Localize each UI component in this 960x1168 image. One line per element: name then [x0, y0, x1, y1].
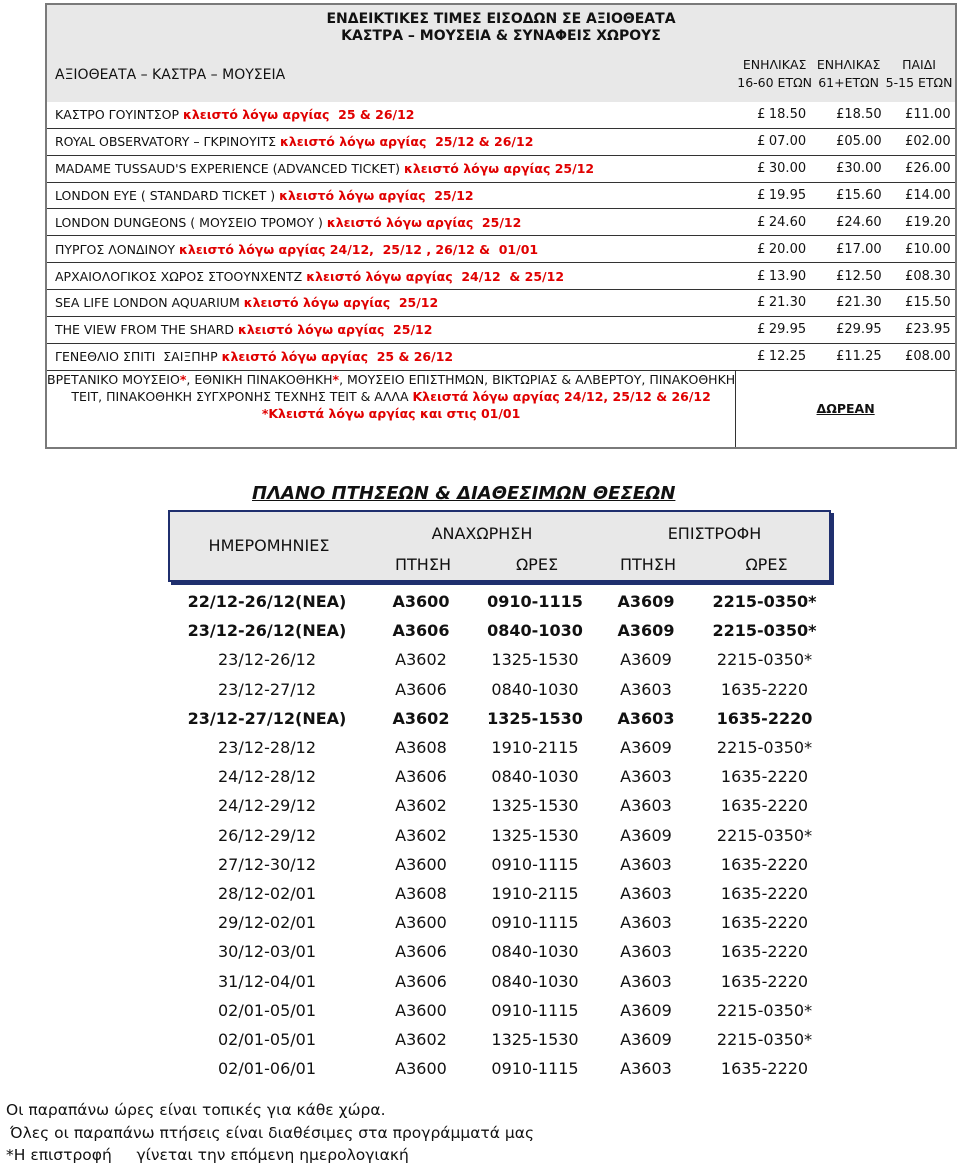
price-cell	[814, 236, 883, 263]
price-cell	[735, 236, 814, 263]
back-flight-cell: A3603	[620, 796, 672, 816]
attraction-name	[47, 290, 735, 317]
attraction-title: ΚΑΣΤΡΟ ΓΟΥΙΝΤΣΟΡ	[55, 107, 183, 123]
flight-row	[168, 908, 831, 937]
out-hours-cell: 1910-2115	[491, 883, 579, 903]
price-value: 12.50	[844, 268, 882, 284]
header-hours-back: ΩΡΕΣ	[745, 555, 788, 574]
price-row	[47, 183, 955, 210]
price-row	[47, 344, 955, 371]
back-hours-cell: 1635-2220	[720, 1059, 809, 1079]
price-cell	[814, 344, 883, 371]
price-value: 29.95	[768, 322, 807, 338]
out-flight-cell: A3600	[395, 1059, 447, 1079]
attraction-title: LONDON EYE ( STANDARD TICKET )	[55, 188, 280, 204]
flight-row	[168, 733, 831, 762]
back-flight-cell: A3603	[620, 971, 672, 991]
price-value: 19.95	[768, 188, 807, 204]
price-value: 15.60	[844, 188, 882, 204]
attraction-name	[47, 317, 735, 344]
currency-symbol: £	[757, 349, 766, 365]
price-cell	[735, 317, 814, 344]
attraction-title: MADAME TUSSAUD'S EXPERIENCE (ADVANCED TICKET)	[55, 161, 404, 177]
price-value: 08.00	[913, 349, 951, 365]
back-hours-cell: 1635-2220	[720, 796, 809, 816]
flight-row	[168, 996, 831, 1025]
closed-note: κλειστό λόγω αργίας 25/12	[237, 322, 433, 338]
flight-row	[168, 879, 831, 908]
prices-table	[47, 5, 955, 447]
header-return: ΕΠΙΣΤΡΟΦΗ	[667, 524, 762, 543]
attraction-name	[47, 102, 735, 129]
back-hours-cell: 2215-0350*	[716, 738, 813, 758]
attraction-title: SEA LIFE LONDON AQUARIUM	[55, 295, 244, 311]
col-adult-line1: ΕΝΗΛΙΚΑΣ	[742, 56, 807, 72]
price-value: 17.00	[844, 241, 882, 257]
attraction-title: ΑΡΧΑΙΟΛΟΓΙΚΟΣ ΧΩΡΟΣ ΣΤΟΟΥΝΧΕΝΤΖ	[55, 268, 307, 284]
currency-symbol: £	[905, 268, 914, 284]
price-value: 10.00	[913, 241, 951, 257]
currency-symbol: £	[905, 349, 914, 365]
out-hours-cell: 1325-1530	[491, 796, 579, 816]
closed-note: κλειστό λόγω αργίας 25/12	[403, 161, 595, 177]
flight-row	[168, 791, 831, 820]
attraction-name	[47, 183, 735, 210]
price-value: 02.00	[913, 134, 951, 150]
back-flight-cell: A3609	[620, 1000, 672, 1020]
price-cell	[735, 209, 814, 236]
out-flight-cell: A3600	[395, 1000, 447, 1020]
out-hours-cell: 1325-1530	[491, 650, 579, 670]
out-hours-cell: 0910-1115	[487, 592, 583, 612]
col-senior-line2: 61+ΕΤΩΝ	[818, 74, 880, 90]
free-museums-text	[47, 371, 735, 447]
back-hours-cell: 2215-0350*	[716, 825, 813, 845]
out-hours-cell: 0910-1115	[491, 1000, 579, 1020]
out-hours-cell: 1325-1530	[487, 708, 583, 728]
flight-row	[168, 704, 831, 733]
back-hours-cell: 1635-2220	[716, 708, 813, 728]
price-value: 13.90	[768, 268, 807, 284]
out-flight-cell: A3602	[395, 1029, 447, 1049]
out-flight-cell: A3602	[395, 650, 447, 670]
out-flight-cell: A3606	[395, 971, 447, 991]
currency-symbol: £	[905, 161, 914, 177]
currency-symbol: £	[905, 241, 914, 257]
price-cell	[814, 263, 883, 290]
back-flight-cell: A3609	[620, 1029, 672, 1049]
currency-symbol: £	[757, 241, 766, 257]
dates-cell: 02/01-06/01	[218, 1059, 316, 1079]
free-star-1: *	[179, 371, 187, 387]
currency-symbol: £	[836, 268, 845, 284]
out-flight-cell: A3608	[395, 738, 447, 758]
attraction-name	[47, 209, 735, 236]
currency-symbol: £	[905, 134, 914, 150]
attraction-title: ΓΕΝΕΘΛΙΟ ΣΠΙΤΙ ΣΑΙΞΠΗΡ	[55, 349, 222, 365]
closed-note: κλειστό λόγω αργίας 24/12 & 25/12	[306, 268, 565, 284]
price-value: 21.30	[768, 295, 807, 311]
price-cell	[883, 317, 955, 344]
price-value: 05.00	[844, 134, 882, 150]
dates-cell: 26/12-29/12	[218, 825, 316, 845]
price-cell	[735, 102, 814, 129]
out-hours-cell: 0910-1115	[491, 1059, 579, 1079]
price-value: 18.50	[768, 107, 807, 123]
currency-symbol: £	[836, 241, 845, 257]
back-hours-cell: 1635-2220	[720, 767, 809, 787]
prices-title-line1: ΕΝΔΕΙΚΤΙΚΕΣ ΤΙΜΕΣ ΕΙΣΟΔΩΝ ΣΕ ΑΞΙΟΘΕΑΤΑ	[326, 11, 676, 27]
free-text-b: , ΕΘΝΙΚΗ ΠΙΝΑΚΟΘΗΚΗ	[186, 371, 333, 387]
price-value: 07.00	[768, 134, 807, 150]
col-child-line2: 5-15 ΕΤΩΝ	[885, 74, 953, 90]
prices-title	[47, 11, 955, 45]
flight-row	[168, 821, 831, 850]
header-dates: ΗΜΕΡΟΜΗΝΙΕΣ	[208, 536, 330, 555]
price-row	[47, 209, 955, 236]
dates-cell: 23/12-26/12	[218, 650, 316, 670]
closed-note: κλειστό λόγω αργίας 25/12	[243, 295, 439, 311]
back-hours-cell: 2215-0350*	[712, 621, 817, 641]
price-cell	[883, 236, 955, 263]
closed-note: κλειστό λόγω αργίας 25/12	[326, 214, 522, 230]
currency-symbol: £	[836, 349, 845, 365]
attraction-title: ΠΥΡΓΟΣ ΛΟΝΔΙΝΟΥ	[55, 241, 180, 257]
price-cell	[735, 290, 814, 317]
price-value: 29.95	[844, 322, 882, 338]
flight-row	[168, 616, 831, 645]
dates-cell: 02/01-05/01	[218, 1029, 316, 1049]
free-text-d: ΤΕΙΤ, ΠΙΝΑΚΟΘΗΚΗ ΣΥΓΧΡΟΝΗΣ ΤΕΧΝΗΣ ΤΕΙΤ & ΑΛΛΑ	[71, 388, 413, 404]
back-flight-cell: A3609	[620, 825, 672, 845]
out-flight-cell: A3600	[395, 913, 447, 933]
price-value: 30.00	[844, 161, 882, 177]
out-flight-cell: A3606	[392, 621, 450, 641]
currency-symbol: £	[757, 295, 766, 311]
back-hours-cell: 2215-0350*	[712, 592, 817, 612]
currency-symbol: £	[905, 107, 914, 123]
flight-row	[168, 966, 831, 995]
dates-cell: 31/12-04/01	[218, 971, 316, 991]
currency-symbol: £	[905, 188, 914, 204]
price-value: 19.20	[913, 214, 951, 230]
flight-row	[168, 1025, 831, 1054]
closed-note: κλειστό λόγω αργίας 25 & 26/12	[183, 107, 415, 123]
back-flight-cell: A3603	[620, 679, 672, 699]
back-flight-cell: A3603	[620, 767, 672, 787]
currency-symbol: £	[757, 161, 766, 177]
attraction-name	[47, 344, 735, 371]
flight-row	[168, 587, 831, 616]
price-cell	[883, 290, 955, 317]
currency-symbol: £	[836, 322, 845, 338]
price-value: 30.00	[768, 161, 807, 177]
out-hours-cell: 0840-1030	[491, 971, 579, 991]
flight-row	[168, 645, 831, 674]
currency-symbol: £	[905, 322, 914, 338]
out-hours-cell: 0910-1115	[491, 854, 579, 874]
back-hours-cell: 1635-2220	[720, 883, 809, 903]
flights-table	[168, 587, 831, 1083]
currency-symbol: £	[757, 268, 766, 284]
header-flight-back: ΠΤΗΣΗ	[620, 555, 676, 574]
prices-title-line2: ΚΑΣΤΡΑ – ΜΟΥΣΕΙΑ & ΣΥΝΑΦΕΙΣ ΧΩΡΟΥΣ	[341, 28, 661, 44]
price-cell	[883, 344, 955, 371]
flight-row	[168, 675, 831, 704]
back-hours-cell: 1635-2220	[720, 942, 809, 962]
back-flight-cell: A3603	[620, 1059, 672, 1079]
note-availability: Όλες οι παραπάνω πτήσεις είναι διαθέσιμες στα προγράμματά μας	[10, 1124, 535, 1142]
dates-cell: 02/01-05/01	[218, 1000, 316, 1020]
out-hours-cell: 0840-1030	[491, 767, 579, 787]
price-value: 20.00	[768, 241, 807, 257]
price-cell	[735, 263, 814, 290]
attraction-name	[47, 236, 735, 263]
dates-cell: 30/12-03/01	[218, 942, 316, 962]
price-value: 24.60	[768, 214, 807, 230]
flight-row	[168, 762, 831, 791]
out-hours-cell: 0840-1030	[491, 679, 579, 699]
price-cell	[814, 290, 883, 317]
dates-cell: 23/12-27/12	[218, 679, 316, 699]
out-hours-cell: 1910-2115	[491, 738, 579, 758]
price-cell	[883, 209, 955, 236]
price-row	[47, 263, 955, 290]
back-hours-cell: 2215-0350*	[716, 1029, 813, 1049]
back-hours-cell: 1635-2220	[720, 971, 809, 991]
price-value: 23.95	[913, 322, 951, 338]
back-flight-cell: A3609	[617, 592, 675, 612]
prices-header-row	[47, 5, 955, 102]
flight-row	[168, 1054, 831, 1083]
back-hours-cell: 1635-2220	[720, 913, 809, 933]
back-hours-cell: 1635-2220	[720, 679, 809, 699]
col-adult-line2: 16-60 ΕΤΩΝ	[737, 74, 812, 90]
back-flight-cell: A3603	[620, 913, 672, 933]
prices-label: ΑΞΙΟΘΕΑΤΑ – ΚΑΣΤΡΑ – ΜΟΥΣΕΙΑ	[55, 67, 286, 83]
price-value: 18.50	[844, 107, 882, 123]
free-text-a: ΒΡΕΤΑΝΙΚΟ ΜΟΥΣΕΙΟ	[47, 371, 180, 387]
currency-symbol: £	[757, 134, 766, 150]
currency-symbol: £	[757, 188, 766, 204]
attraction-title: LONDON DUNGEONS ( ΜΟΥΣΕΙΟ ΤΡΟΜΟΥ )	[55, 214, 327, 230]
out-hours-cell: 0910-1115	[491, 913, 579, 933]
attraction-title: ROYAL OBSERVATORY – ΓΚΡΙΝΟΥΙΤΣ	[55, 134, 280, 150]
out-flight-cell: A3600	[395, 854, 447, 874]
price-row	[47, 290, 955, 317]
note-local-times: Οι παραπάνω ώρες είναι τοπικές για κάθε χώρα.	[6, 1101, 386, 1119]
dates-cell: 23/12-28/12	[218, 738, 316, 758]
back-flight-cell: A3609	[620, 738, 672, 758]
header-departure: ΑΝΑΧΩΡΗΣΗ	[431, 524, 533, 543]
out-flight-cell: A3602	[395, 825, 447, 845]
price-value: 21.30	[844, 295, 882, 311]
dates-cell: 24/12-28/12	[218, 767, 316, 787]
closed-note: κλειστό λόγω αργίας 25/12	[279, 188, 474, 204]
price-value: 26.00	[913, 161, 951, 177]
back-flight-cell: A3609	[620, 650, 672, 670]
col-child-line1: ΠΑΙΔΙ	[902, 56, 936, 72]
currency-symbol: £	[836, 107, 845, 123]
attraction-name	[47, 156, 735, 183]
price-cell	[883, 102, 955, 129]
free-text-c: , ΜΟΥΣΕΙΟ ΕΠΙΣΤΗΜΩΝ, ΒΙΚΤΩΡΙΑΣ & ΑΛΒΕΡΤΟΥ, ΠΙΝΑΚΟΘΗΚΗ	[339, 371, 736, 387]
back-flight-cell: A3603	[620, 854, 672, 874]
currency-symbol: £	[836, 161, 845, 177]
header-hours-out: ΩΡΕΣ	[515, 555, 559, 574]
out-flight-cell: A3606	[395, 767, 447, 787]
flight-plan-title: ΠΛΑΝΟ ΠΤΗΣΕΩΝ & ΔΙΑΘΕΣΙΜΩΝ ΘΕΣΕΩΝ	[252, 483, 676, 504]
free-closed-2: *Κλειστά λόγω αργίας και στις 01/01	[261, 405, 521, 421]
currency-symbol: £	[757, 214, 766, 230]
flight-header	[168, 510, 831, 582]
price-cell	[735, 129, 814, 156]
out-hours-cell: 0840-1030	[487, 621, 583, 641]
out-flight-cell: A3602	[392, 708, 450, 728]
currency-symbol: £	[757, 107, 766, 123]
flight-row	[168, 937, 831, 966]
price-cell	[814, 183, 883, 210]
back-hours-cell: 2215-0350*	[716, 1000, 813, 1020]
dates-cell: 28/12-02/01	[218, 883, 316, 903]
price-value: 08.30	[913, 268, 951, 284]
price-value: 15.50	[913, 295, 951, 311]
price-cell	[883, 129, 955, 156]
closed-note: κλειστό λόγω αργίας 25/12 & 26/12	[279, 134, 534, 150]
out-flight-cell: A3602	[395, 796, 447, 816]
free-word: ΔΩΡΕΑΝ	[735, 371, 955, 447]
attraction-name	[47, 263, 735, 290]
price-value: 11.25	[844, 349, 882, 365]
price-value: 12.25	[768, 349, 807, 365]
col-senior-line1: ΕΝΗΛΙΚΑΣ	[816, 56, 881, 72]
currency-symbol: £	[757, 322, 766, 338]
price-cell	[883, 183, 955, 210]
currency-symbol: £	[836, 295, 845, 311]
price-cell	[735, 156, 814, 183]
price-row	[47, 236, 955, 263]
currency-symbol: £	[836, 134, 845, 150]
note-return-next-day: *Η επιστροφή γίνεται την επόμενη ημερολογιακή	[6, 1146, 409, 1164]
price-cell	[883, 156, 955, 183]
price-value: 24.60	[844, 214, 882, 230]
out-hours-cell: 1325-1530	[491, 1029, 579, 1049]
out-hours-cell: 0840-1030	[491, 942, 579, 962]
currency-symbol: £	[836, 214, 845, 230]
back-flight-cell: A3603	[620, 942, 672, 962]
currency-symbol: £	[836, 188, 845, 204]
price-cell	[814, 317, 883, 344]
price-cell	[814, 156, 883, 183]
back-flight-cell: A3603	[617, 708, 675, 728]
flight-row	[168, 850, 831, 879]
dates-cell: 22/12-26/12(ΝΕΑ)	[187, 592, 347, 612]
currency-symbol: £	[905, 214, 914, 230]
out-flight-cell: A3606	[395, 679, 447, 699]
prices-header-left	[47, 5, 735, 102]
price-row	[47, 156, 955, 183]
out-hours-cell: 1325-1530	[491, 825, 579, 845]
dates-cell: 27/12-30/12	[218, 854, 316, 874]
closed-note: κλειστό λόγω αργίας 25 & 26/12	[221, 349, 454, 365]
price-cell	[814, 209, 883, 236]
back-hours-cell: 2215-0350*	[716, 650, 813, 670]
price-row	[47, 317, 955, 344]
free-star-2: *	[332, 371, 340, 387]
price-cell	[814, 129, 883, 156]
back-flight-cell: A3603	[620, 883, 672, 903]
out-flight-cell: A3600	[392, 592, 450, 612]
out-flight-cell: A3606	[395, 942, 447, 962]
dates-cell: 29/12-02/01	[218, 913, 316, 933]
attraction-name	[47, 129, 735, 156]
price-row	[47, 102, 955, 129]
currency-symbol: £	[905, 295, 914, 311]
attraction-title: THE VIEW FROM THE SHARD	[55, 322, 238, 338]
header-flight-out: ΠΤΗΣΗ	[395, 555, 451, 574]
free-entry-row	[47, 371, 955, 447]
price-cell	[814, 102, 883, 129]
price-value: 14.00	[913, 188, 951, 204]
price-cell	[735, 183, 814, 210]
out-flight-cell: A3608	[395, 883, 447, 903]
price-cell	[735, 344, 814, 371]
price-value: 11.00	[913, 107, 951, 123]
dates-cell: 23/12-27/12(ΝΕΑ)	[187, 708, 347, 728]
price-cell	[883, 263, 955, 290]
back-hours-cell: 1635-2220	[720, 854, 809, 874]
back-flight-cell: A3609	[617, 621, 675, 641]
free-closed: Κλειστά λόγω αργίας 24/12, 25/12 & 26/12	[412, 388, 711, 404]
dates-cell: 24/12-29/12	[218, 796, 316, 816]
dates-cell: 23/12-26/12(ΝΕΑ)	[187, 621, 347, 641]
price-row	[47, 129, 955, 156]
closed-note: κλειστό λόγω αργίας 24/12, 25/12 , 26/12 & 01/01	[179, 241, 539, 257]
